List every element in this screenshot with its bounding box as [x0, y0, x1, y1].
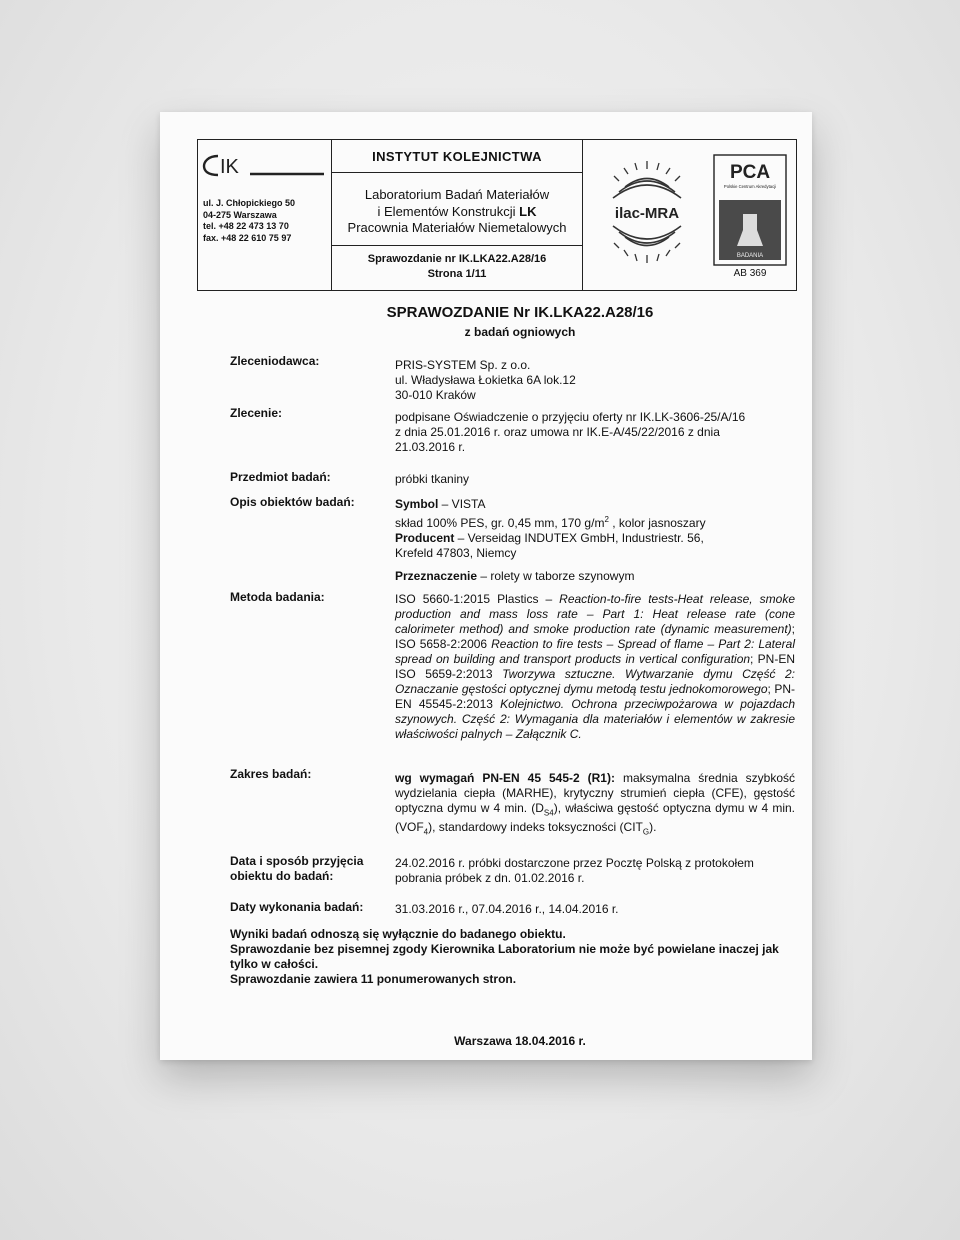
address-city: 04-275 Warszawa: [203, 209, 277, 220]
footer-line: Sprawozdanie zawiera 11 ponumerowanych stron.: [230, 972, 517, 986]
order-label: Zlecenie:: [230, 406, 283, 420]
client-line: 30-010 Kraków: [395, 388, 476, 402]
client-label: Zleceniodawca:: [230, 354, 320, 368]
receipt-label-line: Data i sposób przyjęcia: [230, 854, 364, 868]
method-label: Metoda badania:: [230, 590, 325, 604]
order-value: [395, 410, 795, 455]
client-value: [395, 358, 795, 403]
report-title: SPRAWOZDANIE Nr IK.LKA22.A28/16: [386, 304, 654, 321]
producer-line: Producent – Verseidag INDUTEX GmbH, Industriestr. 56,: [395, 531, 704, 545]
pca-badge-text: BADANIA: [736, 253, 764, 259]
pca-text: PCA: [729, 162, 771, 183]
document-sheet: [160, 112, 812, 1060]
header-accreditation-cell: [583, 140, 798, 290]
receipt-label-line: obiektu do badań:: [230, 869, 334, 883]
order-line: 21.03.2016 r.: [395, 440, 466, 454]
test-dates-value: 31.03.2016 r., 07.04.2016 r., 14.04.2016 r.: [395, 902, 619, 916]
header-center-cell: [332, 140, 583, 290]
laboratory-name: [332, 173, 582, 246]
receipt-line: 24.02.2016 r. próbki dostarczone przez Pocztę Polską z protokołem: [395, 856, 754, 870]
scope-value: wg wymagań PN-EN 45 545-2 (R1): maksymalna średnia szybkość wydzielania ciepła (MARHE), krytyczny strumień ciepła (CFE), gęstość optyczna dymu w 4 min. $(D_{S4})$, właściwa gęstość optyczna dymu w 4 min. $(VOF_4)$, standardowy indeks toksyczności $(CIT_G)$.: [395, 771, 796, 837]
client-line: PRIS-SYSTEM Sp. z o.o.: [395, 358, 531, 372]
footer-notes: [230, 927, 805, 987]
ilac-text: ilac-MRA: [614, 205, 680, 222]
place-date: Warszawa 18.04.2016 r.: [454, 1034, 586, 1048]
pca-logo-icon: [713, 154, 787, 266]
symbol-line: Symbol – VISTA: [395, 497, 486, 511]
client-line: ul. Władysława Łokietka 6A lok.12: [395, 373, 576, 387]
description-label: Opis obiektów badań:: [230, 495, 355, 509]
report-number: Sprawozdanie nr IK.LKA22.A28/16: [367, 253, 547, 265]
address-tel: tel. +48 22 473 13 70: [203, 221, 289, 231]
lab-line-3: Pracownia Materiałów Niemetalowych: [347, 220, 567, 235]
subject-value: próbki tkaniny: [395, 472, 470, 486]
order-line: z dnia 25.01.2016 r. oraz umowa nr IK.E-A/45/22/2016 z dnia: [395, 425, 720, 439]
address-block: [203, 198, 295, 244]
ik-logo-icon: [202, 152, 326, 178]
order-line: podpisane Oświadczenie o przyjęciu oferty nr IK.LK-3606-25/A/16: [395, 410, 746, 424]
accreditation-number: AB 369: [733, 268, 767, 279]
pca-subtext: Polskie Centrum Akredytacji: [723, 184, 777, 189]
report-reference: [332, 246, 582, 282]
test-dates-label: Daty wykonania badań:: [230, 900, 364, 914]
subject-label: Przedmiot badań:: [230, 470, 331, 484]
header-box: [197, 139, 797, 291]
producer-address: Krefeld 47803, Niemcy: [395, 546, 517, 560]
footer-line: Wyniki badań odnoszą się wyłącznie do badanego obiektu.: [230, 927, 566, 941]
method-value: ISO 5660-1:2015 Plastics – Reaction-to-fire tests-Heat release, smoke production and mass loss rate – Part 1: Heat release rate (cone calorimeter method) and smoke production rate (dynamic measurement); ISO 5658-2:2006 Reaction to fire tests – Spread of flame – Part 2: Lateral spread on building and transport products in vertical configuration; PN-EN ISO 5659-2:2013 Tworzywa sztuczne. Wytwarzanie dymu Część 2: Oznaczanie gęstości optycznej dymu metodą testu jednokomorowego; PN-EN 45545-2:2013 Kolejnictwo. Ochrona przeciwpożarowa w pojazdach szynowych. Część 2: Wymagania dla materiałów i elementów w zakresie właściwości palnych – Załącznik C.: [395, 592, 796, 741]
composition-line: skład 100% PES, gr. 0,45 mm, 170 $g/m^2$ , kolor jasnoszary: [395, 515, 706, 530]
receipt-line: pobrania próbek z dn. 01.02.2016 r.: [395, 871, 585, 885]
receipt-value: [395, 856, 795, 886]
page-number: Strona 1/11: [427, 268, 487, 280]
receipt-label: [230, 854, 363, 884]
address-fax: fax. +48 22 610 75 97: [203, 232, 292, 243]
scope-label: Zakres badań:: [230, 767, 312, 781]
lab-line-1: Laboratorium Badań Materiałów: [364, 187, 550, 202]
logo-text: IK: [220, 156, 239, 178]
footer-line: Sprawozdanie bez pisemnej zgody Kierownika Laboratorium nie może być powielane inaczej jak tylko w całości.: [230, 942, 779, 971]
header-logo-cell: [198, 140, 332, 290]
institute-name: INSTYTUT KOLEJNICTWA: [332, 140, 582, 173]
report-subtitle: z badań ogniowych: [464, 325, 576, 339]
lab-line-2: i Elementów Konstrukcji LK: [377, 203, 537, 219]
address-street: ul. J. Chłopickiego 50: [203, 198, 296, 208]
description-value: [395, 497, 795, 584]
ilac-mra-logo-icon: [593, 158, 701, 266]
purpose-line: Przeznaczenie – rolety w taborze szynowym: [395, 569, 635, 583]
